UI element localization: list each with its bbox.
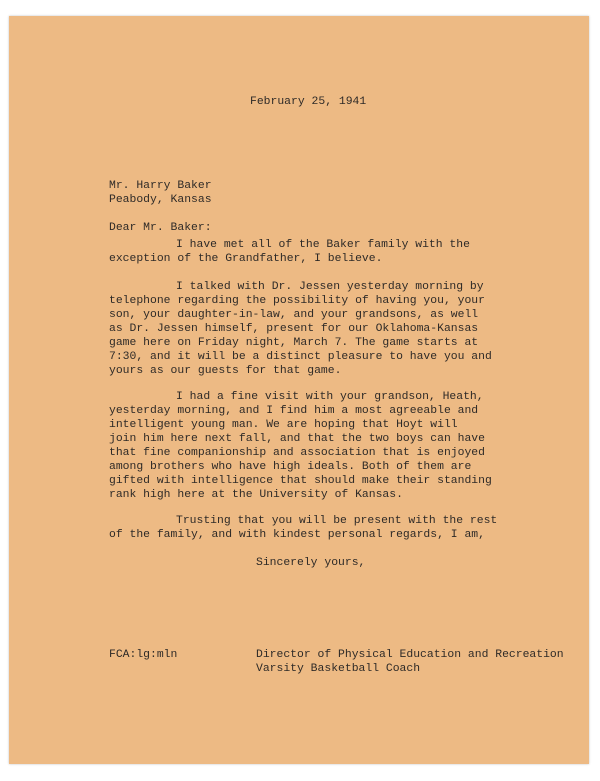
paragraph-line: Trusting that you will be present with the rest (176, 515, 498, 527)
paragraph-line: yesterday morning, and I find him a most agreeable and (109, 405, 479, 417)
paragraph-line: that fine companionship and association that is enjoyed (109, 447, 485, 459)
paragraph-line: son, your daughter-in-law, and your grandsons, as well (109, 309, 479, 321)
paragraph-line: yours as our guests for that game. (109, 365, 342, 377)
paragraph-line: gifted with intelligence that should make their standing (109, 475, 492, 487)
paragraph-line: rank high here at the University of Kansas. (109, 489, 403, 501)
paragraph-line: among brothers who have high ideals. Both of them are (109, 461, 472, 473)
paragraph-line: game here on Friday night, March 7. The game starts at (109, 337, 479, 349)
signature-title-1: Director of Physical Education and Recreation (256, 649, 564, 661)
typist-initials: FCA:lg:mln (109, 649, 178, 661)
paragraph-line: join him here next fall, and that the two boys can have (109, 433, 485, 445)
paragraph-line: I talked with Dr. Jessen yesterday morning by (176, 281, 484, 293)
letter-date: February 25, 1941 (250, 96, 367, 108)
paragraph-line: as Dr. Jessen himself, present for our Oklahoma-Kansas (109, 323, 479, 335)
paragraph-line: exception of the Grandfather, I believe. (109, 253, 383, 265)
paragraph-line: intelligent young man. We are hoping that Hoyt will (109, 419, 458, 431)
paragraph-line: I have met all of the Baker family with the (176, 239, 470, 251)
salutation: Dear Mr. Baker: (109, 222, 212, 234)
recipient-location: Peabody, Kansas (109, 194, 212, 206)
closing: Sincerely yours, (256, 557, 366, 569)
paragraph-line: 7:30, and it will be a distinct pleasure to have you and (109, 351, 492, 363)
recipient-name: Mr. Harry Baker (109, 180, 212, 192)
paragraph-line: of the family, and with kindest personal regards, I am, (109, 529, 485, 541)
paragraph-line: telephone regarding the possibility of having you, your (109, 295, 485, 307)
signature-title-2: Varsity Basketball Coach (256, 663, 421, 675)
paragraph-line: I had a fine visit with your grandson, Heath, (176, 391, 484, 403)
